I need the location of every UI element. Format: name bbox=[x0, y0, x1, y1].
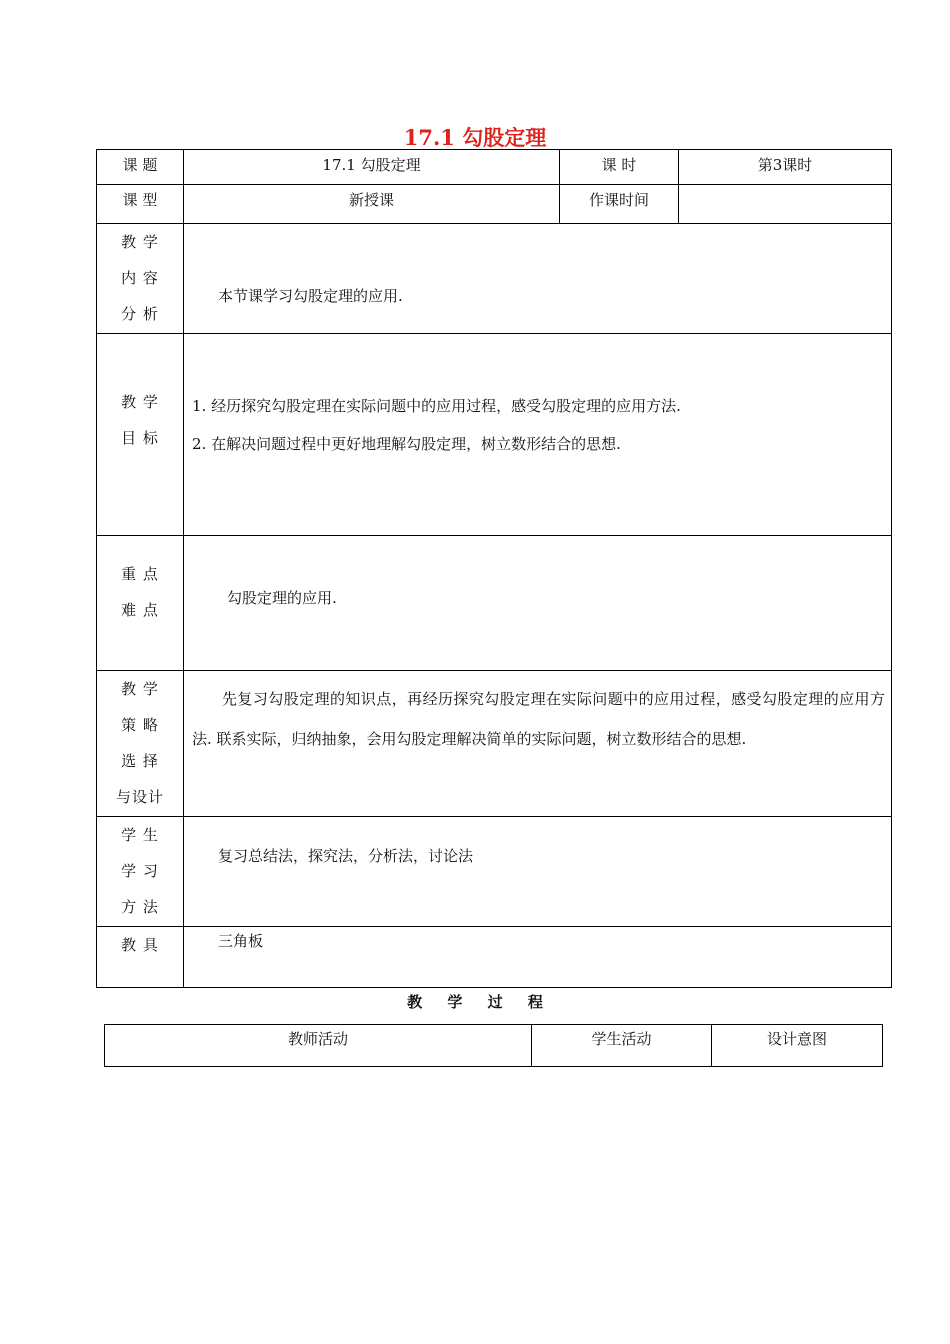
goal-item: 2. 在解决问题过程中更好地理解勾股定理，树立数形结合的思想. bbox=[192, 435, 621, 453]
type-value: 新授课 bbox=[184, 185, 560, 224]
goals-list bbox=[184, 334, 892, 536]
key-points-label: 重 点 难 点 bbox=[97, 536, 184, 671]
date-value bbox=[679, 185, 892, 224]
student-activity-header: 学生活动 bbox=[532, 1025, 712, 1067]
methods-label: 学 生 学 习 方 法 bbox=[97, 817, 184, 927]
content-analysis-text: 本节课学习勾股定理的应用. bbox=[184, 224, 892, 334]
teacher-activity-header: 教师活动 bbox=[105, 1025, 532, 1067]
goals-label: 教 学 目 标 bbox=[97, 334, 184, 536]
topic-value: 17.1 勾股定理 bbox=[184, 150, 560, 185]
lesson-info-table bbox=[96, 149, 892, 988]
tools-label: 教 具 bbox=[97, 927, 184, 988]
strategy-text: 先复习勾股定理的知识点，再经历探究勾股定理在实际问题中的应用过程，感受勾股定理的应用方法. 联系实际，归纳抽象，会用勾股定理解决简单的实际问题，树立数形结合的思想. bbox=[184, 671, 892, 817]
process-table bbox=[104, 1024, 883, 1067]
goal-item: 1. 经历探究勾股定理在实际问题中的应用过程，感受勾股定理的应用方法. bbox=[192, 397, 681, 415]
process-heading: 教 学 过 程 bbox=[407, 993, 543, 1011]
content-analysis-label: 教 学 内 容 分 析 bbox=[97, 224, 184, 334]
period-label: 课 时 bbox=[560, 150, 679, 185]
topic-label: 课 题 bbox=[97, 150, 184, 185]
date-label: 作课时间 bbox=[560, 185, 679, 224]
strategy-label: 教 学 策 略 选 择 与设计 bbox=[97, 671, 184, 817]
period-value: 第3课时 bbox=[679, 150, 892, 185]
document-title: 17.1 勾股定理 bbox=[403, 125, 547, 150]
key-points-text: 勾股定理的应用. bbox=[184, 536, 892, 671]
type-label: 课 型 bbox=[97, 185, 184, 224]
methods-text: 复习总结法，探究法，分析法，讨论法 bbox=[184, 817, 892, 927]
tools-text: 三角板 bbox=[184, 927, 892, 988]
design-intent-header: 设计意图 bbox=[712, 1025, 883, 1067]
